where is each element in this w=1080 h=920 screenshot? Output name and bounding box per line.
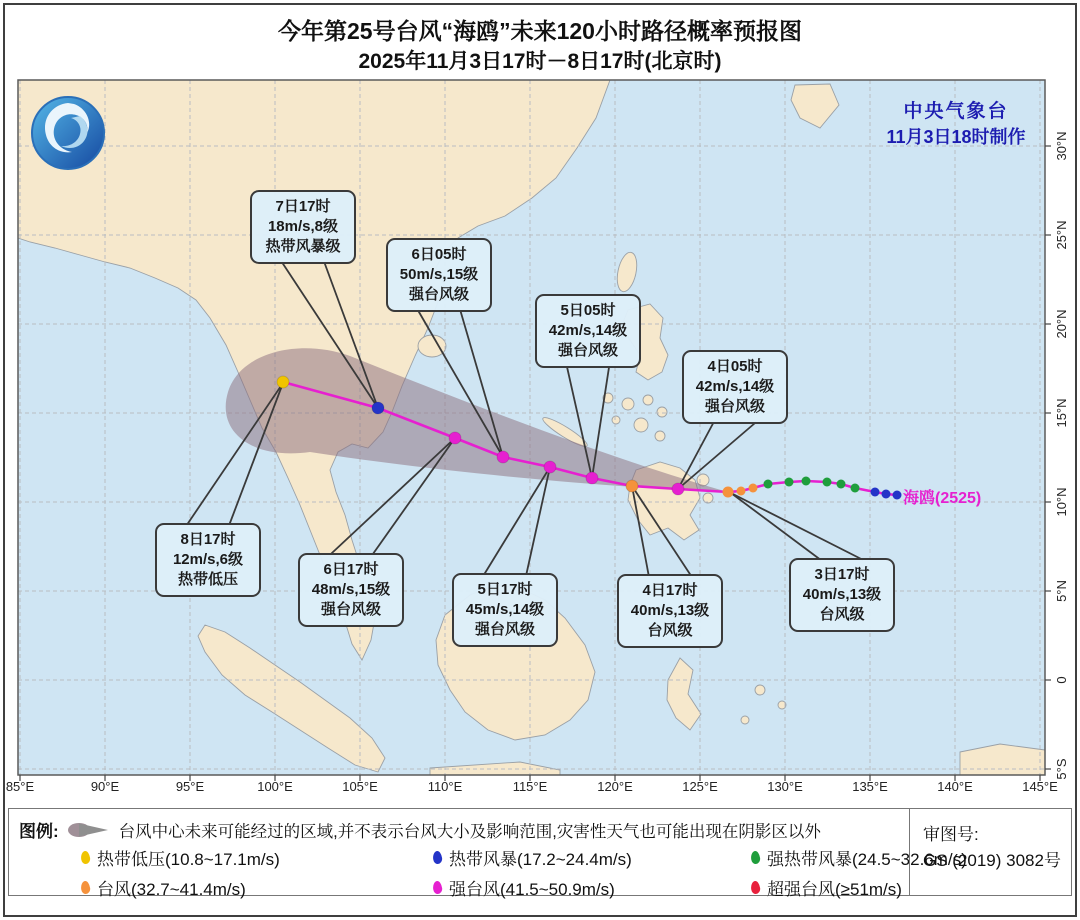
forecast-point — [277, 376, 289, 388]
forecast-callout — [155, 523, 261, 597]
callout-line: 5日17时 — [477, 581, 533, 598]
cma-logo-icon — [32, 97, 104, 169]
y-axis-label: 0 — [1054, 676, 1069, 684]
observed-point — [893, 491, 902, 500]
callout-line: 台风级 — [647, 621, 693, 639]
agency-name: 中央气象台 — [903, 101, 1009, 122]
callout-line: 42m/s,14级 — [548, 321, 628, 339]
current-position-point — [723, 487, 734, 498]
callout-line: 热带风暴级 — [265, 237, 341, 255]
forecast-callout — [789, 558, 895, 632]
callout-line: 强台风级 — [320, 600, 381, 618]
storm-name-label: 海鸥(2525) — [903, 490, 982, 507]
y-axis-label: 30°N — [1054, 131, 1069, 161]
forecast-callout — [617, 574, 723, 648]
callout-line: 7日17时 — [275, 198, 331, 215]
y-axis-label: 20°N — [1054, 309, 1069, 339]
x-axis-label: 95°E — [175, 779, 205, 794]
legend-item: 强台风(41.5~50.9m/s) — [433, 875, 751, 900]
callout-line: 40m/s,13级 — [802, 585, 882, 603]
observed-point — [764, 480, 773, 489]
callout-line: 18m/s,8级 — [267, 217, 339, 235]
callout-line: 强台风级 — [474, 620, 535, 638]
legend-item: 强热带风暴(24.5~32.6m/s) — [751, 845, 967, 870]
td-marker-icon — [80, 850, 91, 864]
legend — [8, 808, 1072, 899]
observed-point — [871, 488, 880, 497]
observed-point — [882, 490, 891, 499]
observed-point — [737, 487, 746, 496]
forecast-point — [449, 432, 461, 444]
ty-marker-icon — [80, 880, 91, 894]
map-review-number — [909, 809, 1071, 895]
observed-point — [802, 477, 811, 486]
x-axis-label: 135°E — [852, 779, 888, 794]
x-axis-label: 110°E — [427, 779, 463, 794]
callout-line: 4日05时 — [707, 358, 763, 375]
callout-line: 热带低压 — [177, 570, 238, 588]
x-axis-label: 125°E — [682, 779, 718, 794]
legend-items — [81, 845, 967, 900]
forecast-callout — [452, 573, 558, 647]
legend-item: 超强台风(≥51m/s) — [751, 875, 967, 900]
forecast-callout — [386, 238, 492, 312]
y-axis-label: 25°N — [1054, 220, 1069, 250]
y-axis-label: 15°N — [1054, 398, 1069, 428]
x-axis-label: 120°E — [597, 779, 633, 794]
callout-line: 40m/s,13级 — [630, 601, 710, 619]
callout-line: 3日17时 — [814, 566, 870, 583]
forecast-callout — [535, 294, 641, 368]
forecast-callout — [298, 553, 404, 627]
callout-line: 4日17时 — [642, 582, 698, 599]
review-label: 审图号: — [923, 825, 979, 844]
page-subtitle: 2025年11月3日17时－8日17时(北京时) — [358, 50, 722, 73]
forecast-point — [586, 472, 598, 484]
forecast-point — [544, 461, 556, 473]
x-axis-label: 145°E — [1022, 779, 1058, 794]
page-title: 今年第25号台风“海鸥”未来120小时路径概率预报图 — [278, 18, 802, 44]
x-axis-label: 105°E — [342, 779, 378, 794]
x-axis-label: 85°E — [5, 779, 35, 794]
callout-line: 台风级 — [819, 605, 865, 623]
callout-line: 45m/s,14级 — [465, 600, 545, 618]
forecast-point — [372, 402, 384, 414]
callout-line: 8日17时 — [180, 531, 236, 548]
legend-item: 热带低压(10.8~17.1m/s) — [81, 845, 433, 870]
y-axis-label: 10°N — [1054, 487, 1069, 517]
y-axis-label: 5°S — [1054, 758, 1069, 780]
callout-line: 强台风级 — [704, 397, 765, 415]
callout-line: 48m/s,15级 — [311, 580, 391, 598]
observed-point — [837, 480, 846, 489]
y-axis-label: 5°N — [1054, 580, 1069, 602]
callout-line: 42m/s,14级 — [695, 377, 775, 395]
observed-point — [749, 484, 758, 493]
super-ty-marker-icon — [750, 880, 761, 894]
callout-line: 6日17时 — [323, 561, 379, 578]
forecast-point — [626, 480, 638, 492]
issue-time: 11月3日18时制作 — [886, 127, 1026, 147]
callout-line: 50m/s,15级 — [399, 265, 479, 283]
x-axis-label: 140°E — [937, 779, 973, 794]
callout-line: 12m/s,6级 — [172, 550, 244, 568]
review-value: GS (2019) 3082号 — [923, 851, 1061, 871]
observed-point — [823, 478, 832, 487]
observed-point — [785, 478, 794, 487]
callout-line: 强台风级 — [408, 285, 469, 303]
x-axis-label: 90°E — [90, 779, 120, 794]
callout-line: 5日05时 — [560, 302, 616, 319]
callout-line: 6日05时 — [411, 246, 467, 263]
cone-icon — [66, 820, 112, 840]
forecast-point — [497, 451, 509, 463]
observed-point — [851, 484, 860, 493]
sty-marker-icon — [432, 880, 443, 894]
callout-line: 强台风级 — [557, 341, 618, 359]
forecast-point — [672, 483, 684, 495]
forecast-callout — [682, 350, 788, 424]
sts-marker-icon — [750, 850, 761, 864]
legend-item: 热带风暴(17.2~24.4m/s) — [433, 845, 751, 870]
forecast-callout — [250, 190, 356, 264]
legend-item: 台风(32.7~41.4m/s) — [81, 875, 433, 900]
ts-marker-icon — [432, 850, 443, 864]
legend-cone-note: 台风中心未来可能经过的区域,并不表示台风大小及影响范围,灾害性天气也可能出现在阴影区以外 — [118, 822, 821, 841]
x-axis-label: 115°E — [512, 779, 548, 794]
landmass-hainan — [418, 335, 446, 357]
legend-title: 图例: — [19, 822, 59, 841]
legend-cone-row — [19, 817, 821, 842]
x-axis-label: 100°E — [257, 779, 293, 794]
issuing-agency — [858, 96, 1054, 149]
x-axis-label: 130°E — [767, 779, 803, 794]
